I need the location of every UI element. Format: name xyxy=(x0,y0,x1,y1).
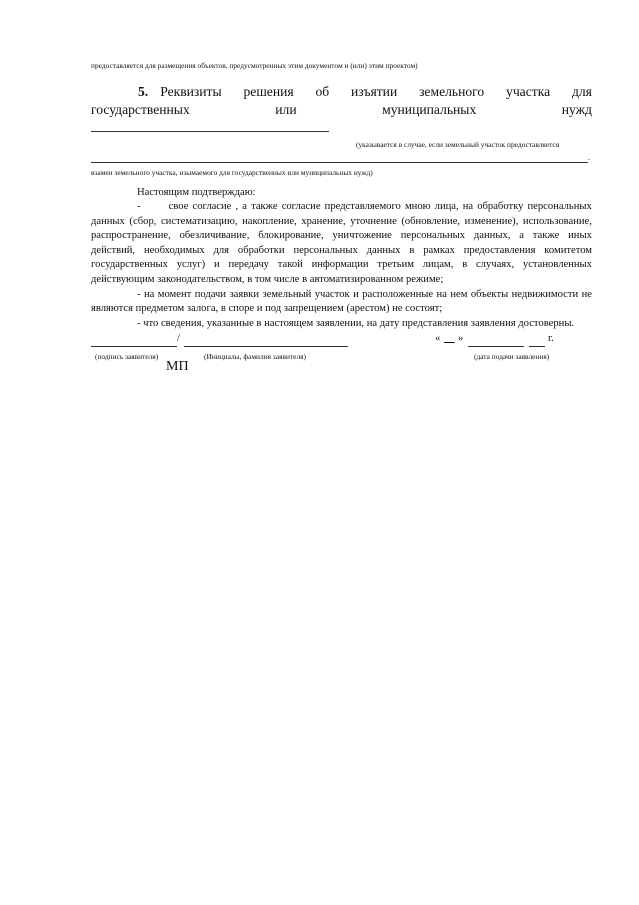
confirm-word: действующим законодательством, в том числе в автоматизированном режиме; xyxy=(91,274,444,285)
confirm-word: мною xyxy=(404,201,431,212)
confirm-word: в xyxy=(462,259,468,271)
confirm-word: также xyxy=(532,230,560,242)
confirm-word: уточнение xyxy=(350,215,397,227)
confirm-word: а xyxy=(519,230,524,242)
confirm-word: на xyxy=(462,201,474,212)
confirm-word: согласие xyxy=(192,201,232,212)
section-number: 5. xyxy=(138,84,149,99)
confirm-word: обезличивание, xyxy=(179,230,250,242)
line-end-dot: . xyxy=(588,153,591,162)
date-year-line xyxy=(529,346,545,347)
confirm-word: на xyxy=(143,288,155,300)
confirm-word: и xyxy=(353,288,359,300)
confirm-word: персональных xyxy=(293,244,358,256)
confirm-word: данных xyxy=(366,244,401,256)
confirm-line xyxy=(91,245,592,256)
confirm-word: представляемого xyxy=(324,201,401,212)
confirm-word: и xyxy=(213,259,220,271)
date-close-quote: » xyxy=(458,333,464,344)
confirm-line xyxy=(91,259,592,270)
confirm-word: не xyxy=(581,288,592,300)
label-signature: (подпись заявителя) xyxy=(95,352,159,361)
confirm-word: на xyxy=(436,288,447,300)
heading-word: земельного xyxy=(419,84,485,99)
confirm-word: - xyxy=(137,201,141,212)
confirm-word: согласие xyxy=(281,201,321,212)
date-day-blank: __ xyxy=(444,333,455,344)
label-date: (дата подачи заявления) xyxy=(474,352,550,361)
confirm-word: рамках xyxy=(423,244,455,256)
confirm-word: , xyxy=(235,201,239,212)
confirm-word: предоставления xyxy=(463,244,536,256)
heading-word: решения xyxy=(243,84,294,99)
heading-word: Реквизиты xyxy=(160,84,222,99)
confirm-word: объекты xyxy=(470,288,509,300)
name-line xyxy=(184,346,348,347)
confirm-word: персональных xyxy=(400,230,466,242)
confirm-word: свое xyxy=(168,201,189,212)
confirm-word: для xyxy=(213,244,230,256)
signature-line xyxy=(91,346,177,347)
confirm-line xyxy=(137,289,592,300)
note-right: (указывается в случае, если земельный участок предоставляется xyxy=(356,140,560,149)
heading-word: нужд xyxy=(561,102,592,117)
confirm-line xyxy=(91,303,592,314)
heading-number-group xyxy=(91,84,222,100)
heading-word: государственных xyxy=(91,102,190,117)
confirm-word: а xyxy=(242,201,247,212)
confirm-word: нем xyxy=(450,288,468,300)
confirm-word: участок xyxy=(314,288,350,300)
confirm-word: подачи xyxy=(194,288,227,300)
confirm-word: земельный xyxy=(262,288,312,300)
note-left: взамен земельного участка, изымаемого для государственных или муниципальных нужд) xyxy=(91,168,373,177)
top-note: предоставляется для размещения объектов, предусмотренных этим документом и (или) этим проектом) xyxy=(91,61,418,70)
confirm-line xyxy=(91,274,592,285)
confirm-line xyxy=(91,216,592,227)
confirm-word: блокирование, xyxy=(258,230,324,242)
confirm-word: персональных xyxy=(527,201,592,212)
confirm-word: уничтожение xyxy=(332,230,392,242)
heading-word: изъятии xyxy=(351,84,398,99)
signature-slash: / xyxy=(177,333,180,344)
section5-heading-line2 xyxy=(91,102,592,118)
confirm-word: данных xyxy=(91,215,125,227)
confirm-word: действий, xyxy=(91,244,136,256)
confirm-word: недвижимости xyxy=(511,288,579,300)
confirm-word: распространение, xyxy=(91,230,171,242)
confirm-line xyxy=(91,230,592,241)
confirm-heading: Настоящим подтверждаю: xyxy=(137,187,256,198)
heading-word: или xyxy=(275,102,297,117)
confirm-word: момент xyxy=(157,288,192,300)
confirm-word: заявки xyxy=(229,288,260,300)
confirm-word: государственных xyxy=(91,259,168,271)
heading-word: об xyxy=(315,84,330,99)
confirm-word: использование, xyxy=(522,215,592,227)
confirm-word: хранение, xyxy=(301,215,346,227)
date-month-line xyxy=(468,346,524,347)
replacement-field-line xyxy=(91,162,588,163)
section5-heading-line1 xyxy=(91,84,592,100)
confirm-word: накопление, xyxy=(242,215,297,227)
confirm-word: комитетом xyxy=(544,244,592,256)
heading-word: муниципальных xyxy=(382,102,477,117)
decision-field-line xyxy=(91,131,329,132)
confirm-word: являются предметом залога, в споре и под запрещением (арестом) не состоят; xyxy=(91,303,443,315)
confirm-word: - xyxy=(137,288,141,300)
confirm-word: изменение), xyxy=(464,215,519,227)
confirm-word: такой xyxy=(277,259,303,271)
confirm-word: также xyxy=(251,201,278,212)
confirm-word: (обновление, xyxy=(401,215,461,227)
confirm-word: информации xyxy=(311,259,369,271)
confirm-word: лица, xyxy=(434,201,459,212)
confirm-word: установленных xyxy=(522,259,592,271)
confirm-line xyxy=(137,201,592,212)
confirm-word: необходимых xyxy=(143,244,205,256)
confirm-word: услуг) xyxy=(176,259,206,271)
label-name: (Инициалы, фамилия заявителя) xyxy=(204,352,307,361)
heading-word: для xyxy=(571,84,592,99)
confirm-word: данных, xyxy=(473,230,511,242)
date-open-quote: « xyxy=(435,333,441,344)
confirm-word: лицам, xyxy=(422,259,454,271)
confirm-word: обработку xyxy=(477,201,524,212)
stamp-place: МП xyxy=(166,359,189,374)
confirm-line xyxy=(137,318,592,329)
confirm-word: случаях, xyxy=(475,259,515,271)
heading-word: участка xyxy=(506,84,551,99)
confirm-word: систематизацию, xyxy=(160,215,238,227)
confirm-word: передачу xyxy=(228,259,269,271)
date-year-suffix: г. xyxy=(548,333,554,344)
confirm-word: - что сведения, указанные в настоящем заявлении, на дату представления заявления достоверны. xyxy=(137,317,575,329)
confirm-word: расположенные xyxy=(362,288,434,300)
confirm-word: (сбор, xyxy=(129,215,157,227)
confirm-word: третьим xyxy=(377,259,414,271)
confirm-word: обработки xyxy=(237,244,285,256)
confirm-word: в xyxy=(409,244,415,256)
confirm-word: иных xyxy=(568,230,592,242)
